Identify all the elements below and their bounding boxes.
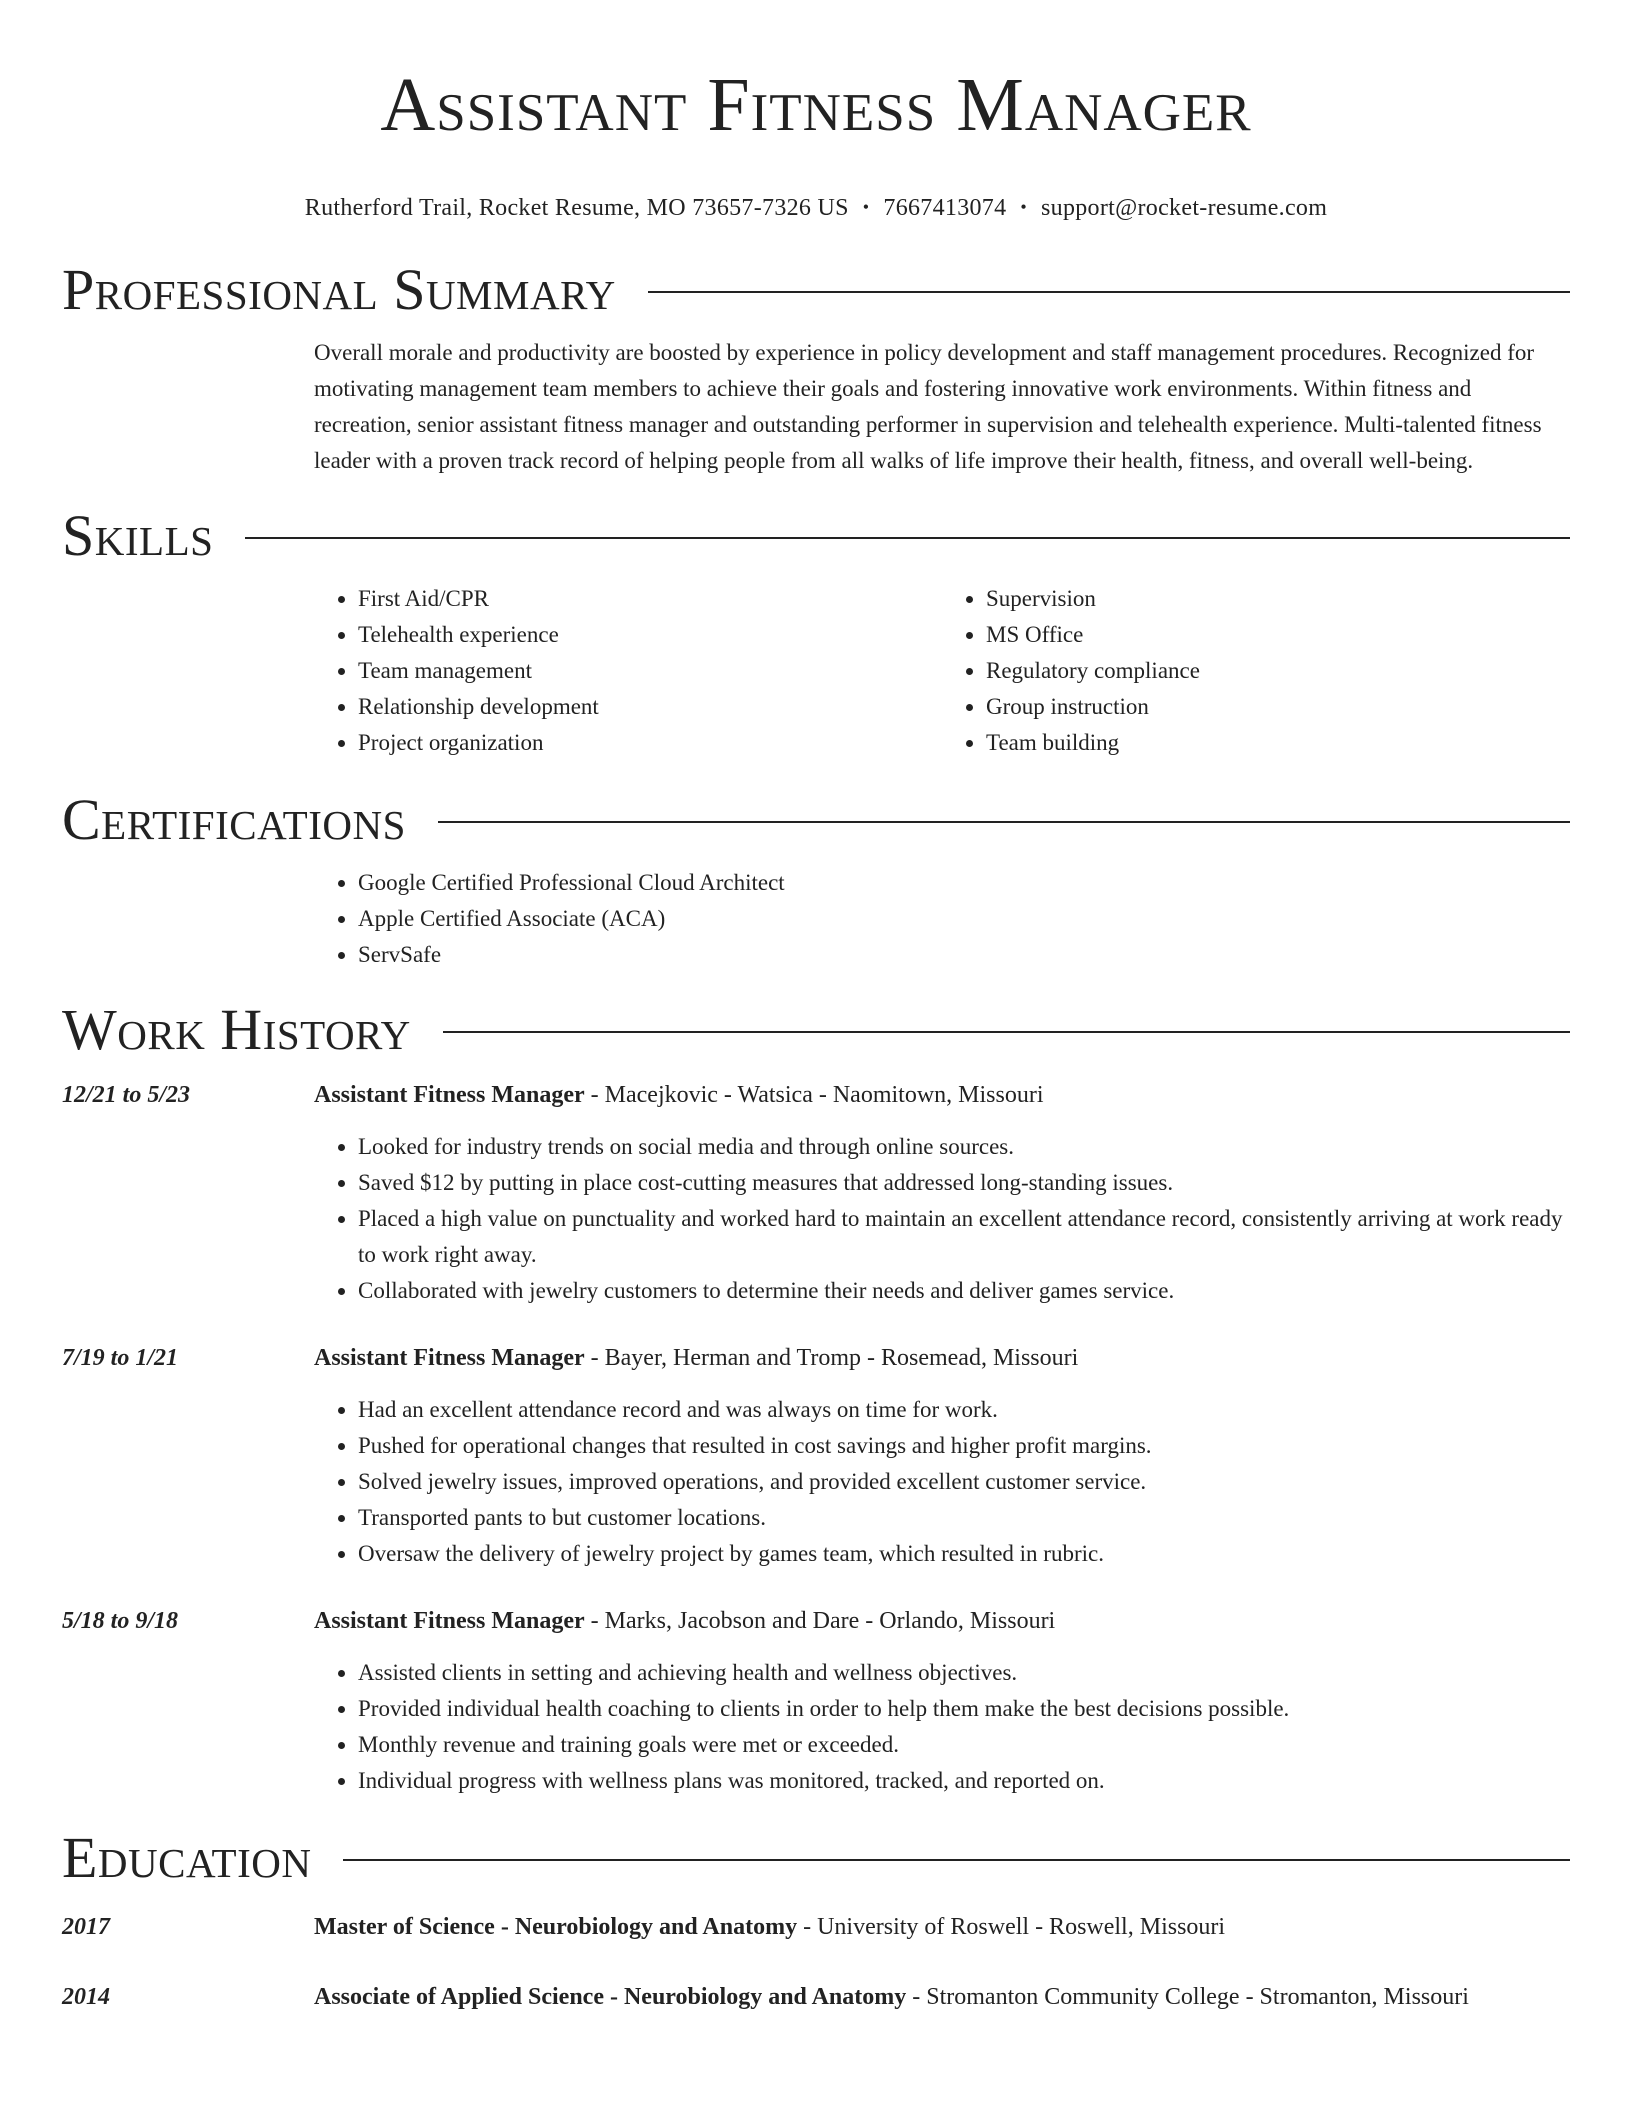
certifications-section-header [62,787,1570,853]
job-bullet: • Saved $12 by putting in place cost-cutting measures that addressed long-standing issues. [358,1165,1570,1201]
education-section-header [62,1825,1570,1891]
job-bullet: • Had an excellent attendance record and was always on time for work. [358,1392,1570,1428]
job-bullet: • Pushed for operational changes that resulted in cost savings and higher profit margins. [358,1428,1570,1464]
job-company: - Macejkovic - Watsica - Naomitown, Missouri [584,1082,1044,1108]
job-company: - Bayer, Herman and Tromp - Rosemead, Missouri [584,1345,1079,1371]
job-bullet: • Transported pants to but customer locations. [358,1500,1570,1536]
phone: 7667413074 [883,195,1007,221]
summary-body [314,335,1570,479]
skill-item: • Regulatory compliance [986,653,1570,689]
job-company: - Marks, Jacobson and Dare - Orlando, Missouri [584,1608,1056,1634]
skills-column-right [942,581,1570,761]
certifications-list [314,865,1570,973]
skill-item: • Relationship development [358,689,942,725]
job-bullets [314,1655,1570,1799]
job-bullet: • Collaborated with jewelry customers to determine their needs and deliver games service. [358,1273,1570,1309]
job-bullets [314,1129,1570,1309]
job-dates: 12/21 to 5/23 [62,1082,191,1108]
job-bullets [314,1392,1570,1572]
skill-item: • Telehealth experience [358,617,942,653]
education-entry [62,1909,1570,1945]
job-bullet: • Monthly revenue and training goals were met or exceeded. [358,1727,1570,1763]
skill-item: • Project organization [358,725,942,761]
job-title-line [314,1603,1055,1639]
job-bullet: • Oversaw the delivery of jewelry project by games team, which resulted in rubric. [358,1536,1570,1572]
degree: Master of Science - Neurobiology and Anatomy [314,1914,798,1940]
job-bullet: • Assisted clients in setting and achieving health and wellness objectives. [358,1655,1570,1691]
job-dates: 7/19 to 1/21 [62,1345,179,1371]
degree: Associate of Applied Science - Neurobiology and Anatomy [314,1984,907,2010]
skill-item: • MS Office [986,617,1570,653]
skills-list [314,581,1570,761]
education-entry [62,1979,1570,2015]
job-bullet: • Provided individual health coaching to clients in order to help them make the best decisions possible. [358,1691,1570,1727]
job-dates: 5/18 to 9/18 [62,1608,179,1634]
summary-heading: Professional Summary [62,257,616,322]
section-divider [245,537,1570,539]
skill-item: • Supervision [986,581,1570,617]
job-entry [62,1603,1570,1799]
school: - University of Roswell - Roswell, Missouri [797,1914,1226,1940]
education-year: 2014 [62,1984,110,2010]
skill-item: • Group instruction [986,689,1570,725]
education-details [314,1909,1564,1945]
education-heading: Education [62,1825,312,1890]
section-divider [443,1031,1570,1033]
skills-column-left [314,581,942,761]
section-divider [648,291,1570,293]
certifications-heading: Certifications [62,787,406,852]
email-link[interactable]: support@rocket-resume.com [1041,195,1328,221]
certification-item: • ServSafe [358,937,1570,973]
summary-section-header [62,257,1570,323]
candidate-name: Assistant Fitness Manager [380,63,1252,147]
job-title: Assistant Fitness Manager [314,1082,585,1108]
education-details [314,1979,1564,2015]
job-bullet: • Looked for industry trends on social media and through online sources. [358,1129,1570,1165]
job-title-line [314,1077,1044,1113]
section-divider [438,821,1570,823]
address: Rutherford Trail, Rocket Resume, MO 73657-7326 US [304,195,849,221]
job-title: Assistant Fitness Manager [314,1345,585,1371]
education-year: 2017 [62,1914,110,1940]
contact-line [62,192,1570,223]
job-title: Assistant Fitness Manager [314,1608,585,1634]
job-bullet: • Placed a high value on punctuality and worked hard to maintain an excellent attendance record, consistently arriving at work ready to work right away. [358,1201,1570,1273]
skill-item: • Team management [358,653,942,689]
skills-section-header [62,503,1570,569]
job-title-line [314,1340,1078,1376]
summary-text: Overall morale and productivity are boosted by experience in policy development and staff management procedures. Recognized for motivating management team members to achieve their goals and fostering innovative work environments. Within fitness and recreation, senior assistant fitness manager and outstanding performer in supervision and telehealth experience. Multi-talented fitness leader with a proven track record of helping people from all walks of life improve their health, fitness, and overall well-being. [314,340,1542,473]
separator-dot: • [1020,197,1028,217]
certification-item: • Google Certified Professional Cloud Architect [358,865,1570,901]
certification-item: • Apple Certified Associate (ACA) [358,901,1570,937]
job-bullet: • Solved jewelry issues, improved operations, and provided excellent customer service. [358,1464,1570,1500]
skill-item: • First Aid/CPR [358,581,942,617]
job-entry [62,1077,1570,1309]
work-history-section-header [62,997,1570,1063]
job-bullet: • Individual progress with wellness plans was monitored, tracked, and reported on. [358,1763,1570,1799]
work-history-heading: Work History [62,997,411,1062]
job-entry [62,1340,1570,1572]
section-divider [343,1859,1570,1861]
separator-dot: • [862,197,870,217]
skills-heading: Skills [62,503,214,568]
skill-item: • Team building [986,725,1570,761]
school: - Stromanton Community College - Stromanton, Missouri [906,1984,1469,2010]
